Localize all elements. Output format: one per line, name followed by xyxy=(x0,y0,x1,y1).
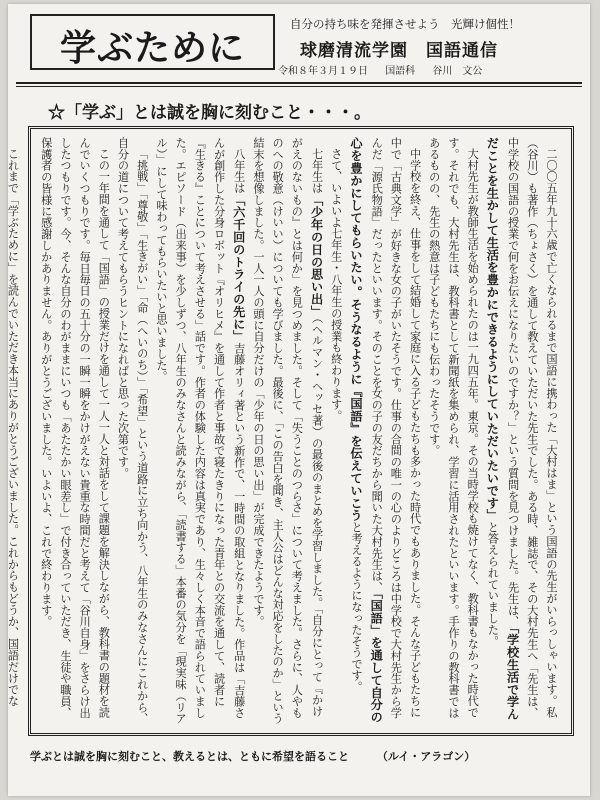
title-box xyxy=(30,14,275,70)
newsletter-title: 学ぶために xyxy=(59,27,245,69)
paragraph-3: 中学校を終え、仕事をして結婚して家庭に入る子どもたちも多かった時代でもありました。そんな子どもたちに中で「古典文学」が好きな女の子がいたそうです。仕事の合間の唯一の心のよりどころは中学校で大村先生から学んだ「源氏物語」だったといいます。そのことを女の子の友だちから聞いた大村先生は、「国語」を通して自分の心を豊かにしてもらいたい。そうなるように『国語』を伝えていこうと考えるようになったそうです。 xyxy=(348,137,422,724)
paragraph-5: 七年生は「少年の日の思い出」（ヘルマン・ヘッセ著）の最後のまとめを学習しました。「自分にとって『かけがえのないもの』とは何か」を見つめました。そして「失うことのつらさ」について考えました。さらに、人やものへの敬意（けいい）についても学びました。最後に、「この告白を聞き、主人公はどんな対応をしたのか」という結末を想像しました。一人一人の頭に自分だけの「少年の日の思い出」が完成できたようです。 xyxy=(251,137,324,725)
issue-date: 令和８年３月１９日 xyxy=(278,66,368,77)
article-headline: ☆「学ぶ」とは誠を胸に刻むこと・・・。 xyxy=(48,103,371,123)
paragraph-1: 二〇〇五年九十六歳で亡くなられるまで国語に携わった「大村はま」という国語の先生がいらっしゃいます。私（谷川）も著作（ちょさく）を通して教えていただいた先生でした。ある時、雑誌で、その大村先生へ「先生は、中学校の国語の授業で何をお伝えになりたいのですか？」という質問を見つけました。先生は、「学校生活で学んだことを生かして生活を豊かにできるようにしていただいたいです」と答えられていました。 xyxy=(485,137,558,721)
issue-meta xyxy=(278,62,578,77)
paragraph-6: 八年生は「六千回のトライの先に」吉藤オリィ著という新作で、一時間の取組となりました。作品は「吉藤さんが創作した分身ロボット『オリヒメ』を通して作者と事故で寝たきりになった青年との交流を通して、読者に『生きる』ことについて考えさせる」話です。作者の体験した内容は真実であり、生々しく本音で語られていました。エピソード（出来事）を少しずつ、八年生のみなさんと読みながら、「読書する」本番の気分を「現実味（リアル）」にして味わってもらいたいと思いました。 xyxy=(154,137,246,725)
highlight-title: 「六千回のトライの先に」 xyxy=(231,193,246,343)
author-name: 谷川 文公 xyxy=(432,66,483,77)
article-body xyxy=(6,137,561,725)
paragraph-8: この一年間を通して「国語」の授業だけを通して一人一人と対話をして課題を解決しながら、教科書の題材を読んでいくつもりです。毎日毎日の五十分の一瞬一瞬をかけがえない貴重な時間だと考えて「谷川自身」をさらけ出したつもりです。今、そんな自分のわがままにいつも「あたたかい眼差し」で付き合っていただき、生徒や職員、保護者の皆様に感謝しかありません。ありがとうございました。いよいよ、これで終わります。 xyxy=(39,137,111,719)
highlight-quote: 「国語」を通して自分の心を豊かにしてもらいたい。そうなるように『国語』を伝えていこう xyxy=(348,137,384,724)
highlight-quote: 「学校生活で学んだことを生かして生活を豊かにできるようにしていただいたいです」 xyxy=(485,137,520,721)
school-name: 球磨清流学園 国語通信 xyxy=(300,41,498,61)
quote-attribution: （ルイ・アラゴン） xyxy=(376,750,476,763)
article-frame xyxy=(6,126,574,736)
tagline: 自分の持ち味を発揮させよう 光輝け個性！ xyxy=(290,17,520,31)
paragraph-2: 大村先生が教師生活を始められたのは一九四五年。東京。その当時学校も焼けてなく、教科書もなかった時代です。それでも、大村先生は、教科書として新聞紙を集められ、学習に活用されたといいます。手作りの教科書ではあるものの、先生の熱意は子どもたちにも伝わったそうです。 xyxy=(427,137,480,719)
header-rule xyxy=(16,82,582,84)
newsletter-page xyxy=(8,4,590,796)
quote-text: 学ぶとは誠を胸に刻むこと、教えるとは、ともに希望を語ること xyxy=(30,750,349,763)
highlight-title: 「少年の日の思い出」 xyxy=(309,193,324,318)
paragraph-9: これまで「学ぶために」を読んでいただき本当にありがとうございました。これからもどうか、国語だけでな xyxy=(6,148,20,707)
footer-quote xyxy=(30,748,570,764)
header-rule-thin xyxy=(16,86,582,87)
paragraph-7: 「挑戦」「尊敬」「生きがい」「命（へいのち）」「希望」という道路に立ち向かう、八年生のみなさんにこれから、自分の道について考えてもらうヒントになればと思った次第です。 xyxy=(116,137,149,725)
department: 国語科 xyxy=(385,66,416,77)
paragraph-4: さて、いよいよ七年生・八年生の授業も終わります。 xyxy=(329,148,343,422)
header-info xyxy=(278,14,578,77)
